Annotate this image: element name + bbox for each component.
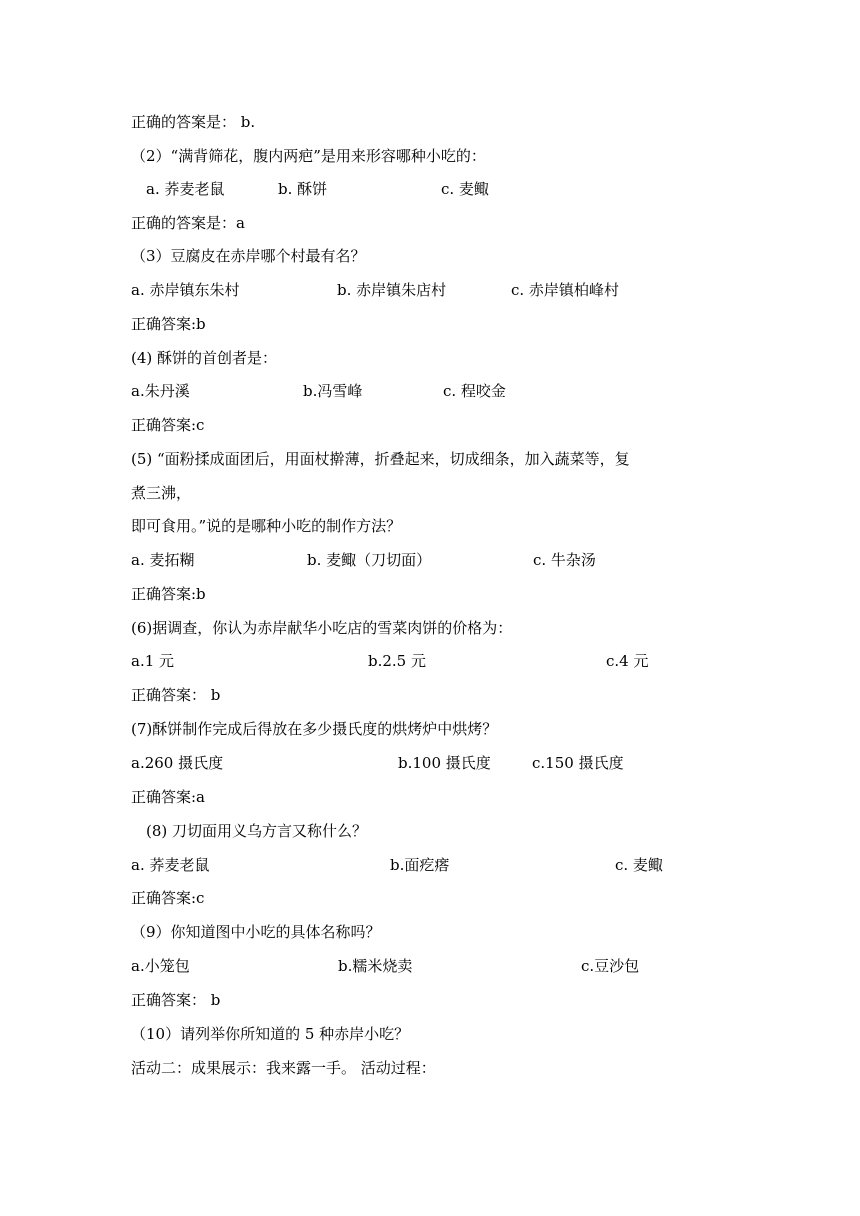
option-b: b.面疙瘩 [390,856,450,874]
question-5-continued: 煮三沸， [131,484,192,502]
answer-line-9: 正确答案： b [131,991,221,1009]
option-c: c. 牛杂汤 [533,551,596,569]
answer-line-7: 正确答案:a [131,788,205,806]
option-b: b.糯米烧卖 [338,957,413,975]
answer-line-4: 正确答案:c [131,416,205,434]
question-10: （10）请列举你所知道的 5 种赤岸小吃？ [131,1025,410,1043]
answer-line-5: 正确答案:b [131,585,206,603]
option-b: b. 赤岸镇朱店村 [337,281,447,299]
answer-line-3: 正确答案:b [131,315,206,333]
option-b: b. 酥饼 [278,180,328,198]
option-a: a. 荞麦老鼠 [131,856,210,874]
activity-two-heading: 活动二：成果展示：我来露一手。 活动过程： [131,1059,436,1077]
question-8: (8) 刀切面用义乌方言又称什么？ [146,822,368,840]
option-c: c. 赤岸镇柏峰村 [511,281,619,299]
answer-line-1: 正确的答案是： b. [131,113,256,131]
option-c: c. 程咬金 [443,382,506,400]
answer-line-2: 正确的答案是：a [131,214,245,232]
question-9: （9）你知道图中小吃的具体名称吗？ [131,923,381,941]
option-b: b. 麦鲰（刀切面） [307,551,432,569]
option-a: a. 荞麦老鼠 [146,180,225,198]
option-c: c. 麦鲰 [441,180,489,198]
option-b: b.2.5 元 [368,652,426,670]
option-a: a.朱丹溪 [131,382,190,400]
answer-line-6: 正确答案： b [131,686,221,704]
option-c: c. 麦鲰 [615,856,663,874]
option-b: b.100 摄氏度 [398,754,491,772]
option-a: a. 赤岸镇东朱村 [131,281,240,299]
question-3: （3）豆腐皮在赤岸哪个村最有名？ [131,247,366,265]
option-c: c.4 元 [606,652,649,670]
option-a: a.260 摄氏度 [131,754,224,772]
option-b: b.冯雪峰 [303,382,363,400]
answer-line-8: 正确答案:c [131,889,205,907]
option-c: c.150 摄氏度 [532,754,624,772]
question-5-tail: 即可食用。”说的是哪种小吃的制作方法？ [131,517,402,535]
option-a: a. 麦拓糊 [131,551,195,569]
question-6: (6)据调查，你认为赤岸献华小吃店的雪菜肉饼的价格为： [131,619,513,637]
question-4: (4) 酥饼的首创者是： [131,349,278,367]
question-5: (5) “面粉揉成面团后，用面杖擀薄，折叠起来，切成细条，加入蔬菜等，复 [131,450,630,468]
option-c: c.豆沙包 [581,957,640,975]
option-a: a.1 元 [131,652,175,670]
option-a: a.小笼包 [131,957,190,975]
question-2: （2）“满背筛花，腹内两疤”是用来形容哪种小吃的： [131,147,486,165]
question-7: (7)酥饼制作完成后得放在多少摄氏度的烘烤炉中烘烤？ [131,720,498,738]
